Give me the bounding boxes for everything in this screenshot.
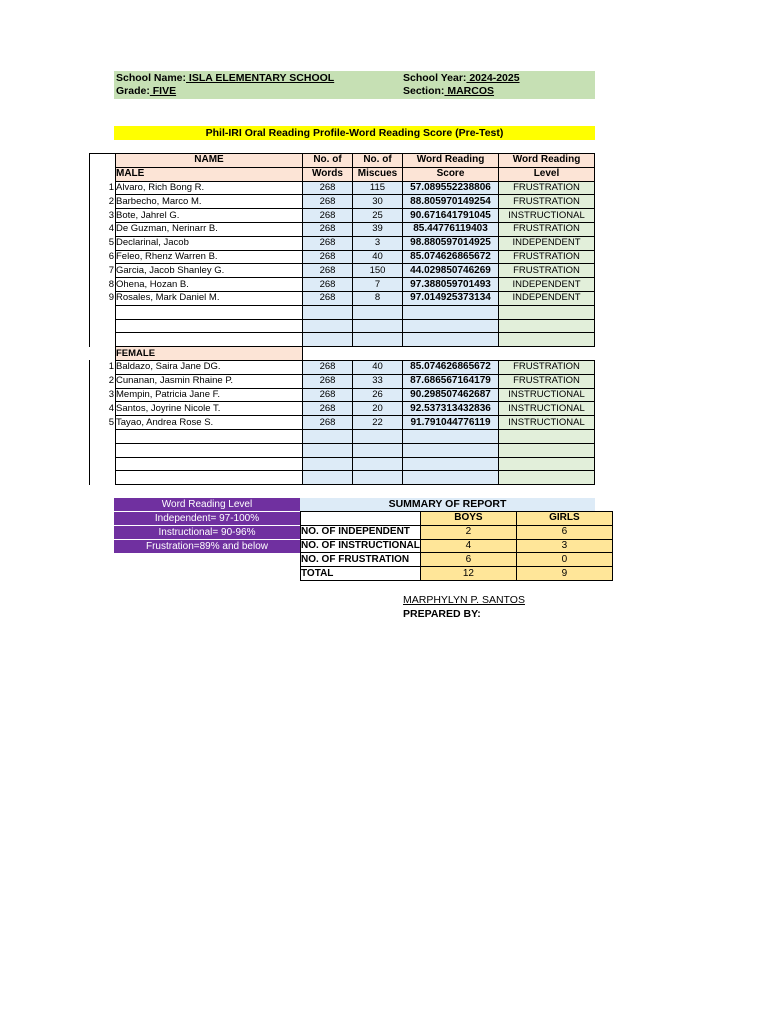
word-reading-level: INDEPENDENT <box>499 236 595 250</box>
no-of-miscues: 40 <box>353 360 403 374</box>
student-name: Ohena, Hozan B. <box>116 278 303 292</box>
table-row <box>90 388 595 402</box>
row-number <box>90 333 116 347</box>
legend-independent: Independent= 97-100% <box>114 512 300 526</box>
word-reading-level: INSTRUCTIONAL <box>499 209 595 223</box>
table-header-row-2: MALE Words Miscues Score Level <box>90 167 595 181</box>
prepared-by-label: PREPARED BY: <box>403 608 481 620</box>
summary-label: NO. OF INSTRUCTIONAL <box>301 539 420 551</box>
summary-label: TOTAL <box>301 567 421 581</box>
word-reading-level <box>499 333 595 347</box>
table-row <box>90 222 595 236</box>
no-of-miscues: 22 <box>353 416 403 430</box>
student-name <box>116 305 303 319</box>
table-row <box>90 360 595 374</box>
table-row <box>90 236 595 250</box>
no-of-words: 268 <box>303 278 353 292</box>
female-section-row <box>90 347 595 361</box>
word-reading-level: FRUSTRATION <box>499 250 595 264</box>
no-of-miscues <box>353 457 403 471</box>
summary-row <box>301 567 613 581</box>
word-reading-score <box>403 471 499 485</box>
no-of-words <box>303 443 353 457</box>
no-of-words: 268 <box>303 360 353 374</box>
table-row <box>90 291 595 305</box>
table-row <box>90 209 595 223</box>
word-reading-score: 85.074626865672 <box>403 250 499 264</box>
male-section-label: MALE <box>116 167 303 181</box>
no-of-words <box>303 305 353 319</box>
table-row <box>90 181 595 195</box>
summary-boys-header: BOYS <box>420 512 516 526</box>
word-reading-score: 85.44776119403 <box>403 222 499 236</box>
summary-boys-value: 12 <box>420 567 516 581</box>
no-of-miscues: 40 <box>353 250 403 264</box>
no-of-miscues <box>353 319 403 333</box>
col-words-header: No. of <box>303 154 353 168</box>
row-number: 4 <box>90 222 116 236</box>
table-row <box>90 319 595 333</box>
col-level-header: Word Reading <box>499 154 595 168</box>
no-of-miscues <box>353 429 403 443</box>
table-header-row-1 <box>90 154 595 168</box>
no-of-words <box>303 471 353 485</box>
word-reading-level: INSTRUCTIONAL <box>499 416 595 430</box>
col-name-header: NAME <box>116 154 303 168</box>
summary-title: SUMMARY OF REPORT <box>300 498 595 511</box>
summary-girls-value: 9 <box>516 567 612 581</box>
word-reading-score: 90.671641791045 <box>403 209 499 223</box>
word-reading-level <box>499 305 595 319</box>
word-reading-score: 88.805970149254 <box>403 195 499 209</box>
row-number: 5 <box>90 236 116 250</box>
no-of-words: 268 <box>303 250 353 264</box>
student-name: Tayao, Andrea Rose S. <box>116 416 303 430</box>
row-number <box>90 443 116 457</box>
no-of-miscues: 33 <box>353 374 403 388</box>
school-year: School Year: 2024-2025 <box>403 72 520 84</box>
no-of-miscues: 8 <box>353 291 403 305</box>
table-row <box>90 278 595 292</box>
table-row <box>90 443 595 457</box>
no-of-words: 268 <box>303 264 353 278</box>
no-of-words <box>303 333 353 347</box>
no-of-words: 268 <box>303 222 353 236</box>
summary-label: NO. OF INDEPENDENT <box>301 525 421 539</box>
col-score-header: Word Reading <box>403 154 499 168</box>
word-reading-score: 87.686567164179 <box>403 374 499 388</box>
preparer-name: MARPHYLYN P. SANTOS <box>403 594 525 606</box>
word-reading-level: FRUSTRATION <box>499 374 595 388</box>
no-of-miscues <box>353 333 403 347</box>
word-reading-score: 85.074626865672 <box>403 360 499 374</box>
no-of-words: 268 <box>303 236 353 250</box>
table-row <box>90 429 595 443</box>
summary-girls-value: 3 <box>516 539 612 553</box>
row-number: 5 <box>90 416 116 430</box>
word-reading-score <box>403 305 499 319</box>
summary-girls-header: GIRLS <box>516 512 612 526</box>
word-reading-score: 98.880597014925 <box>403 236 499 250</box>
word-reading-score <box>403 457 499 471</box>
row-number: 9 <box>90 291 116 305</box>
summary-row <box>301 525 613 539</box>
summary-row <box>301 539 613 553</box>
no-of-miscues: 26 <box>353 388 403 402</box>
no-of-miscues <box>353 443 403 457</box>
summary-header-row <box>301 512 613 526</box>
word-reading-score: 97.014925373134 <box>403 291 499 305</box>
student-name <box>116 429 303 443</box>
row-number <box>90 471 116 485</box>
word-reading-score: 44.029850746269 <box>403 264 499 278</box>
student-name: Garcia, Jacob Shanley G. <box>116 264 303 278</box>
summary-row <box>301 553 613 567</box>
reading-score-table <box>89 153 595 485</box>
word-reading-level <box>499 443 595 457</box>
no-of-words: 268 <box>303 291 353 305</box>
female-section-label: FEMALE <box>116 347 303 361</box>
grade: Grade: FIVE <box>116 85 177 97</box>
no-of-miscues: 150 <box>353 264 403 278</box>
table-row <box>90 402 595 416</box>
table-row <box>90 305 595 319</box>
no-of-words: 268 <box>303 374 353 388</box>
row-number: 1 <box>90 181 116 195</box>
student-name: Baldazo, Saira Jane DG. <box>116 360 303 374</box>
student-name: Barbecho, Marco M. <box>116 195 303 209</box>
student-name <box>116 457 303 471</box>
report-title: Phil-IRI Oral Reading Profile-Word Reading Score (Pre-Test) <box>114 126 595 140</box>
no-of-miscues: 20 <box>353 402 403 416</box>
legend-instructional: Instructional= 90-96% <box>114 526 300 540</box>
word-reading-score <box>403 429 499 443</box>
table-row <box>90 457 595 471</box>
word-reading-level <box>499 457 595 471</box>
row-number <box>90 319 116 333</box>
word-reading-level <box>499 319 595 333</box>
no-of-miscues: 3 <box>353 236 403 250</box>
word-reading-score: 90.298507462687 <box>403 388 499 402</box>
table-row <box>90 333 595 347</box>
signature-block <box>403 594 525 620</box>
summary-girls-value: 6 <box>516 525 612 539</box>
student-name <box>116 443 303 457</box>
no-of-miscues <box>353 305 403 319</box>
summary-boys-value: 4 <box>420 539 516 553</box>
no-of-words: 268 <box>303 209 353 223</box>
student-name: Santos, Joyrine Nicole T. <box>116 402 303 416</box>
student-name: Mempin, Patricia Jane F. <box>116 388 303 402</box>
no-of-miscues <box>353 471 403 485</box>
school-header <box>114 71 595 99</box>
word-reading-score: 57.089552238806 <box>403 181 499 195</box>
level-legend <box>114 498 300 554</box>
row-number: 8 <box>90 278 116 292</box>
table-row <box>90 195 595 209</box>
row-number: 3 <box>90 209 116 223</box>
row-number: 3 <box>90 388 116 402</box>
row-number: 4 <box>90 402 116 416</box>
student-name: Feleo, Rhenz Warren B. <box>116 250 303 264</box>
word-reading-score <box>403 319 499 333</box>
col-miscues-header: No. of <box>353 154 403 168</box>
legend-title: Word Reading Level <box>114 498 300 512</box>
table-row <box>90 416 595 430</box>
word-reading-level: FRUSTRATION <box>499 222 595 236</box>
legend-frustration: Frustration=89% and below <box>114 540 300 554</box>
student-name <box>116 471 303 485</box>
school-name: School Name: ISLA ELEMENTARY SCHOOL <box>116 72 335 84</box>
word-reading-score <box>403 333 499 347</box>
table-row <box>90 471 595 485</box>
summary-label: NO. OF FRUSTRATION <box>301 553 421 567</box>
word-reading-level: INSTRUCTIONAL <box>499 388 595 402</box>
word-reading-level <box>499 429 595 443</box>
student-name: De Guzman, Nerinarr B. <box>116 222 303 236</box>
student-name <box>116 319 303 333</box>
row-number: 6 <box>90 250 116 264</box>
no-of-words <box>303 457 353 471</box>
no-of-words: 268 <box>303 416 353 430</box>
table-row <box>90 264 595 278</box>
row-number: 7 <box>90 264 116 278</box>
no-of-words: 268 <box>303 181 353 195</box>
student-name <box>116 333 303 347</box>
table-row <box>90 250 595 264</box>
student-name: Bote, Jahrel G. <box>116 209 303 223</box>
word-reading-level: INDEPENDENT <box>499 291 595 305</box>
student-name: Alvaro, Rich Bong R. <box>116 181 303 195</box>
row-number <box>90 457 116 471</box>
student-name: Rosales, Mark Daniel M. <box>116 291 303 305</box>
word-reading-level: FRUSTRATION <box>499 264 595 278</box>
row-number: 2 <box>90 374 116 388</box>
summary-boys-value: 2 <box>420 525 516 539</box>
row-number <box>90 429 116 443</box>
word-reading-level <box>499 471 595 485</box>
word-reading-level: FRUSTRATION <box>499 195 595 209</box>
no-of-miscues: 39 <box>353 222 403 236</box>
row-number: 1 <box>90 360 116 374</box>
word-reading-level: FRUSTRATION <box>499 360 595 374</box>
no-of-miscues: 25 <box>353 209 403 223</box>
student-name: Cunanan, Jasmin Rhaine P. <box>116 374 303 388</box>
no-of-words <box>303 429 353 443</box>
summary-boys-value: 6 <box>420 553 516 567</box>
table-row <box>90 374 595 388</box>
word-reading-level: FRUSTRATION <box>499 181 595 195</box>
no-of-miscues: 7 <box>353 278 403 292</box>
no-of-miscues: 115 <box>353 181 403 195</box>
word-reading-level: INDEPENDENT <box>499 278 595 292</box>
no-of-miscues: 30 <box>353 195 403 209</box>
summary-girls-value: 0 <box>516 553 612 567</box>
no-of-words: 268 <box>303 388 353 402</box>
summary-table <box>300 511 613 581</box>
no-of-words: 268 <box>303 195 353 209</box>
row-number: 2 <box>90 195 116 209</box>
word-reading-score: 91.791044776119 <box>403 416 499 430</box>
student-name: Declarinal, Jacob <box>116 236 303 250</box>
word-reading-score: 97.388059701493 <box>403 278 499 292</box>
row-number <box>90 305 116 319</box>
section: Section: MARCOS <box>403 85 495 97</box>
no-of-words <box>303 319 353 333</box>
word-reading-score: 92.537313432836 <box>403 402 499 416</box>
word-reading-level: INSTRUCTIONAL <box>499 402 595 416</box>
word-reading-score <box>403 443 499 457</box>
no-of-words: 268 <box>303 402 353 416</box>
